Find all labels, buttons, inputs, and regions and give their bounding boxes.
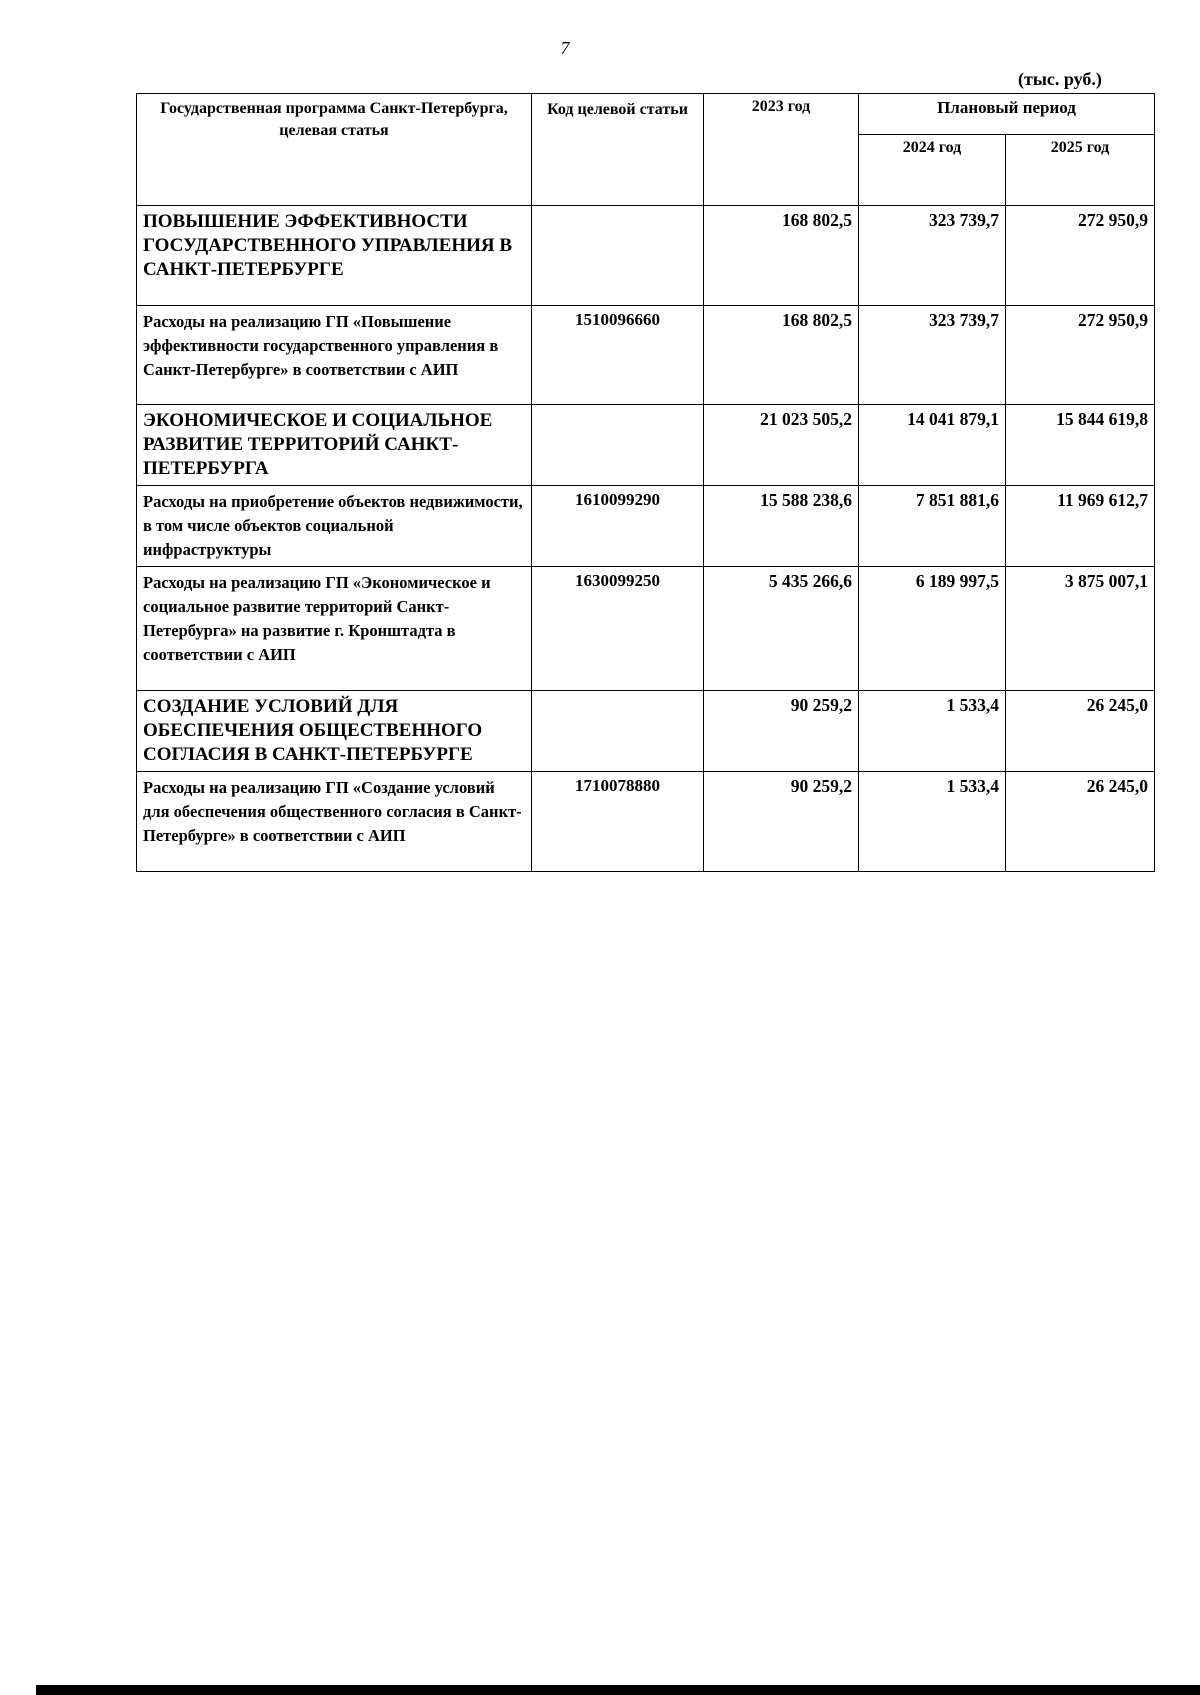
scan-edge-bar xyxy=(36,1685,1200,1695)
header-year-2024: 2024 год xyxy=(859,135,1006,206)
row-code xyxy=(532,206,704,306)
row-code xyxy=(532,405,704,486)
row-code: 1610099290 xyxy=(532,486,704,567)
row-value-2023: 168 802,5 xyxy=(704,306,859,405)
header-year-2023: 2023 год xyxy=(704,94,859,206)
row-code: 1510096660 xyxy=(532,306,704,405)
row-value-2025: 272 950,9 xyxy=(1006,206,1155,306)
header-program-name: Государственная программа Санкт-Петербурга, целевая статья xyxy=(137,94,532,206)
row-value-2025: 15 844 619,8 xyxy=(1006,405,1155,486)
row-value-2025: 272 950,9 xyxy=(1006,306,1155,405)
row-value-2025: 3 875 007,1 xyxy=(1006,567,1155,691)
row-value-2024: 7 851 881,6 xyxy=(859,486,1006,567)
row-name: Расходы на реализацию ГП «Создание условий для обеспечения общественного согласия в Санкт-Петербурге» в соответствии с АИП xyxy=(137,772,532,872)
row-value-2025: 11 969 612,7 xyxy=(1006,486,1155,567)
units-label: (тыс. руб.) xyxy=(1018,69,1102,89)
row-code xyxy=(532,691,704,772)
page-number: 7 xyxy=(560,38,570,58)
row-value-2023: 90 259,2 xyxy=(704,772,859,872)
row-value-2025: 26 245,0 xyxy=(1006,772,1155,872)
row-value-2024: 14 041 879,1 xyxy=(859,405,1006,486)
header-planning-period: Плановый период xyxy=(859,94,1155,135)
header-year-2025: 2025 год xyxy=(1006,135,1155,206)
row-value-2023: 90 259,2 xyxy=(704,691,859,772)
table-header xyxy=(137,94,1155,206)
row-code: 1630099250 xyxy=(532,567,704,691)
row-name: Расходы на реализацию ГП «Экономическое и социальное развитие территорий Санкт-Петербурга» на развитие г. Кронштадта в соответствии с АИП xyxy=(137,567,532,691)
table-row xyxy=(137,306,1155,405)
row-name: СОЗДАНИЕ УСЛОВИЙ ДЛЯ ОБЕСПЕЧЕНИЯ ОБЩЕСТВЕННОГО СОГЛАСИЯ В САНКТ-ПЕТЕРБУРГЕ xyxy=(137,691,532,772)
row-code: 1710078880 xyxy=(532,772,704,872)
budget-table xyxy=(136,93,1155,872)
row-value-2024: 323 739,7 xyxy=(859,206,1006,306)
row-value-2023: 21 023 505,2 xyxy=(704,405,859,486)
table-row xyxy=(137,772,1155,872)
row-value-2024: 323 739,7 xyxy=(859,306,1006,405)
row-name: Расходы на реализацию ГП «Повышение эффективности государственного управления в Санкт-Петербурге» в соответствии с АИП xyxy=(137,306,532,405)
row-value-2023: 5 435 266,6 xyxy=(704,567,859,691)
row-name: ПОВЫШЕНИЕ ЭФФЕКТИВНОСТИ ГОСУДАРСТВЕННОГО УПРАВЛЕНИЯ В САНКТ-ПЕТЕРБУРГЕ xyxy=(137,206,532,306)
table-row xyxy=(137,486,1155,567)
table-row xyxy=(137,567,1155,691)
table-row xyxy=(137,206,1155,306)
row-value-2023: 15 588 238,6 xyxy=(704,486,859,567)
header-code: Код целевой статьи xyxy=(532,94,704,206)
row-name: Расходы на приобретение объектов недвижимости, в том числе объектов социальной инфраструктуры xyxy=(137,486,532,567)
header-row-1 xyxy=(137,94,1155,135)
table-row xyxy=(137,691,1155,772)
row-value-2024: 6 189 997,5 xyxy=(859,567,1006,691)
row-value-2024: 1 533,4 xyxy=(859,772,1006,872)
row-value-2025: 26 245,0 xyxy=(1006,691,1155,772)
row-name: ЭКОНОМИЧЕСКОЕ И СОЦИАЛЬНОЕ РАЗВИТИЕ ТЕРРИТОРИЙ САНКТ-ПЕТЕРБУРГА xyxy=(137,405,532,486)
table-body xyxy=(137,206,1155,872)
row-value-2023: 168 802,5 xyxy=(704,206,859,306)
table-row xyxy=(137,405,1155,486)
row-value-2024: 1 533,4 xyxy=(859,691,1006,772)
